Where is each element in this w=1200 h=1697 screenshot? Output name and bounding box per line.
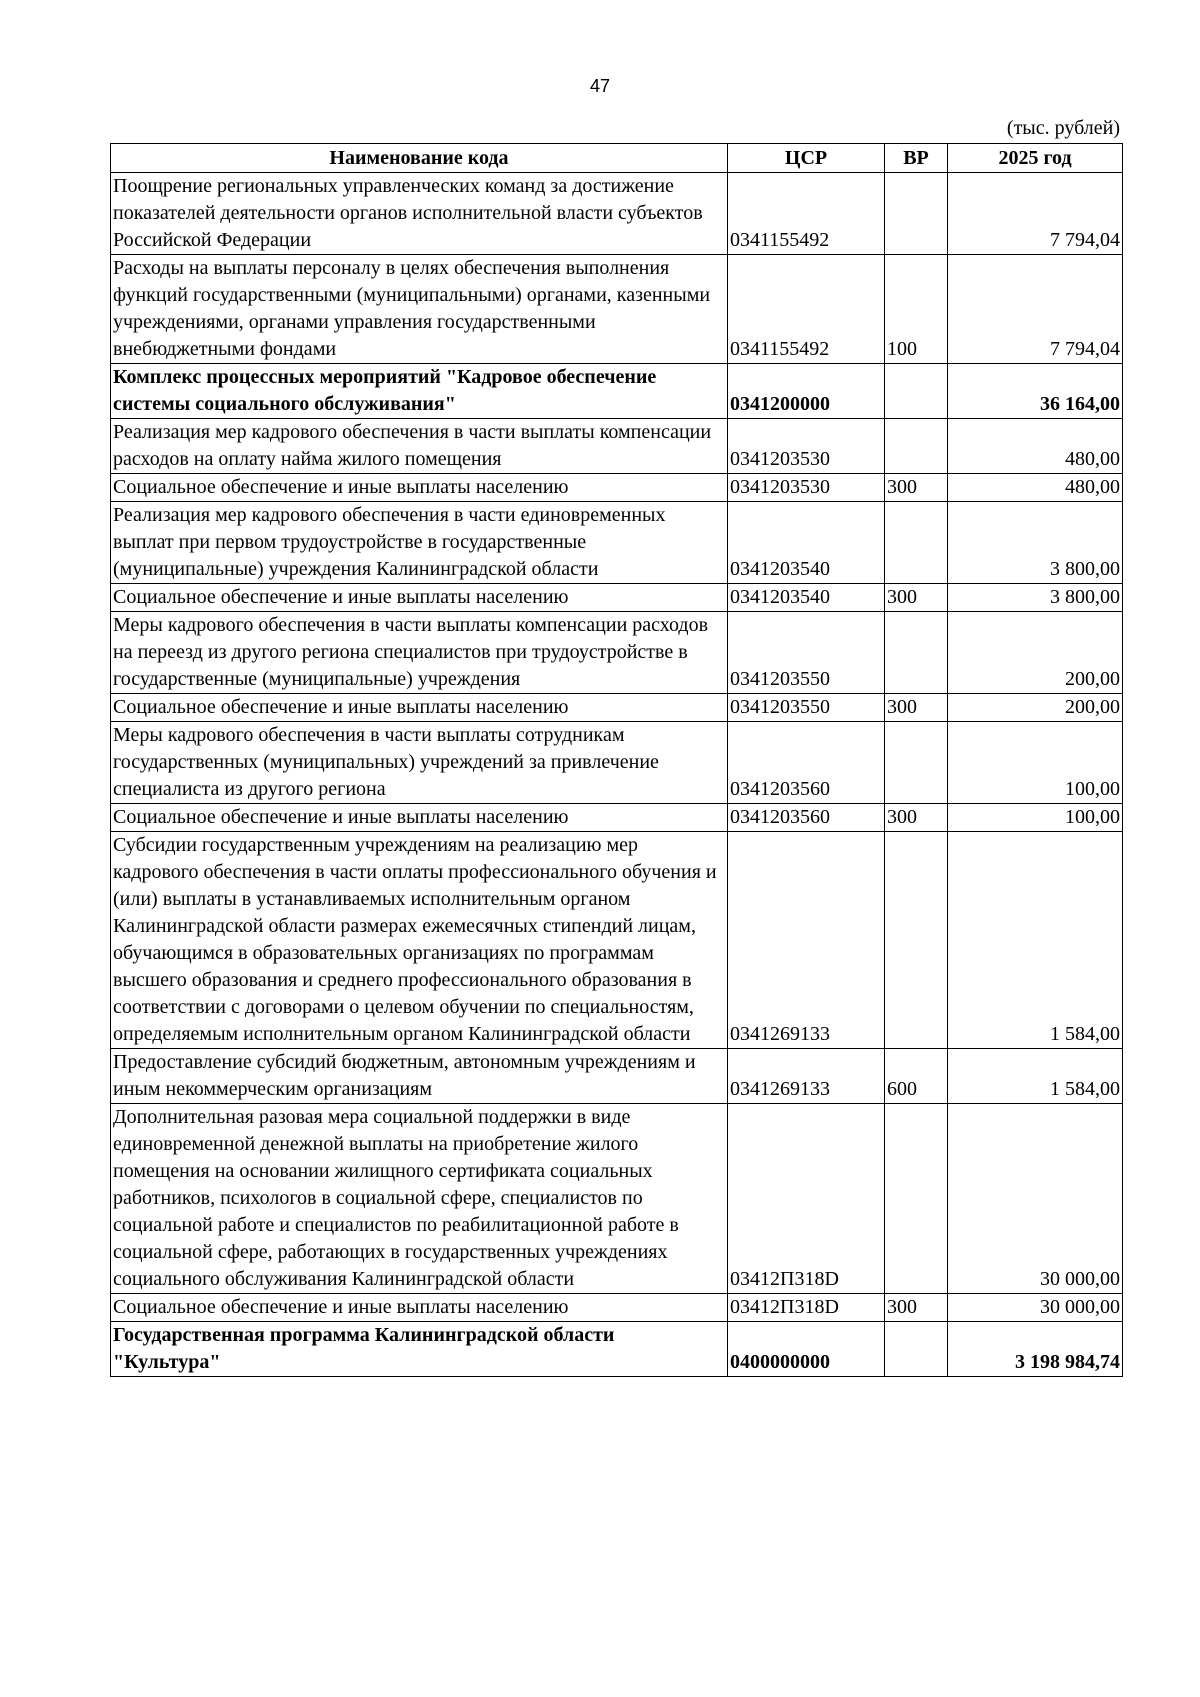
cell-vr — [885, 1322, 948, 1377]
cell-amount: 7 794,04 — [948, 255, 1123, 364]
cell-amount: 1 584,00 — [948, 1049, 1123, 1104]
cell-amount: 480,00 — [948, 474, 1123, 502]
table-row — [111, 1049, 1123, 1104]
cell-amount: 30 000,00 — [948, 1104, 1123, 1294]
table-row — [111, 1104, 1123, 1294]
cell-csr: 0400000000 — [728, 1322, 885, 1377]
cell-csr: 0341203550 — [728, 612, 885, 694]
table-row — [111, 173, 1123, 255]
cell-amount: 200,00 — [948, 694, 1123, 722]
cell-vr — [885, 722, 948, 804]
cell-name: Социальное обеспечение и иные выплаты населению — [111, 804, 728, 832]
cell-amount: 36 164,00 — [948, 364, 1123, 419]
table-row — [111, 474, 1123, 502]
cell-amount: 480,00 — [948, 419, 1123, 474]
table-header-row — [111, 144, 1123, 173]
cell-vr — [885, 502, 948, 584]
cell-csr: 0341203530 — [728, 419, 885, 474]
cell-vr — [885, 419, 948, 474]
table-row — [111, 612, 1123, 694]
page-number: 47 — [589, 76, 611, 96]
units-label: (тыс. рублей) — [1006, 117, 1120, 139]
table-row — [111, 419, 1123, 474]
cell-name: Социальное обеспечение и иные выплаты населению — [111, 1294, 728, 1322]
cell-name: Предоставление субсидий бюджетным, автономным учреждениям и иным некоммерческим организациям — [111, 1049, 728, 1104]
cell-csr: 0341155492 — [728, 173, 885, 255]
cell-name: Меры кадрового обеспечения в части выплаты компенсации расходов на переезд из другого региона специалистов при трудоустройстве в государственные (муниципальные) учреждения — [111, 612, 728, 694]
budget-table — [110, 143, 1123, 1377]
cell-vr — [885, 1104, 948, 1294]
cell-amount: 30 000,00 — [948, 1294, 1123, 1322]
header-csr: ЦСР — [728, 144, 885, 173]
cell-vr — [885, 832, 948, 1049]
cell-amount: 3 198 984,74 — [948, 1322, 1123, 1377]
cell-csr: 03412П318D — [728, 1104, 885, 1294]
cell-csr: 0341200000 — [728, 364, 885, 419]
cell-vr: 300 — [885, 1294, 948, 1322]
header-name: Наименование кода — [111, 144, 728, 173]
cell-name: Субсидии государственным учреждениям на реализацию мер кадрового обеспечения в части оплаты профессионального обучения и (или) выплаты в устанавливаемых исполнительным органом Калининградской области размерах ежемесячных стипендий лицам, обучающимся в образовательных организациях по программам высшего образования и среднего профессионального образования в соответствии с договорами о целевом обучении по специальностям, определяемым исполнительным органом Калининградской области — [111, 832, 728, 1049]
cell-amount: 1 584,00 — [948, 832, 1123, 1049]
cell-amount: 100,00 — [948, 722, 1123, 804]
cell-vr: 300 — [885, 694, 948, 722]
table-row — [111, 722, 1123, 804]
cell-name: Расходы на выплаты персоналу в целях обеспечения выполнения функций государственными (муниципальными) органами, казенными учреждениями, органами управления государственными внебюджетными фондами — [111, 255, 728, 364]
cell-vr: 300 — [885, 804, 948, 832]
cell-csr: 0341203560 — [728, 804, 885, 832]
cell-name: Меры кадрового обеспечения в части выплаты сотрудникам государственных (муниципальных) учреждений за привлечение специалиста из другого региона — [111, 722, 728, 804]
table-row — [111, 1294, 1123, 1322]
cell-name: Государственная программа Калининградской области "Культура" — [111, 1322, 728, 1377]
cell-csr: 0341203530 — [728, 474, 885, 502]
cell-csr: 0341203550 — [728, 694, 885, 722]
cell-vr — [885, 364, 948, 419]
cell-name: Реализация мер кадрового обеспечения в части выплаты компенсации расходов на оплату найма жилого помещения — [111, 419, 728, 474]
table-row — [111, 502, 1123, 584]
cell-amount: 3 800,00 — [948, 584, 1123, 612]
cell-vr: 100 — [885, 255, 948, 364]
cell-amount: 3 800,00 — [948, 502, 1123, 584]
cell-name: Поощрение региональных управленческих команд за достижение показателей деятельности органов исполнительной власти субъектов Российской Федерации — [111, 173, 728, 255]
cell-name: Дополнительная разовая мера социальной поддержки в виде единовременной денежной выплаты на приобретение жилого помещения на основании жилищного сертификата социальных работников, психологов в социальной сфере, специалистов по социальной работе и специалистов по реабилитационной работе в социальной сфере, работающих в государственных учреждениях социального обслуживания Калининградской области — [111, 1104, 728, 1294]
cell-vr — [885, 173, 948, 255]
cell-vr: 300 — [885, 584, 948, 612]
cell-amount: 100,00 — [948, 804, 1123, 832]
cell-vr: 300 — [885, 474, 948, 502]
table-row — [111, 804, 1123, 832]
cell-name: Социальное обеспечение и иные выплаты населению — [111, 584, 728, 612]
cell-amount: 7 794,04 — [948, 173, 1123, 255]
table-row — [111, 255, 1123, 364]
cell-csr: 03412П318D — [728, 1294, 885, 1322]
header-amount: 2025 год — [948, 144, 1123, 173]
cell-amount: 200,00 — [948, 612, 1123, 694]
table-row — [111, 584, 1123, 612]
cell-name: Социальное обеспечение и иные выплаты населению — [111, 474, 728, 502]
table-row — [111, 1322, 1123, 1377]
cell-name: Комплекс процессных мероприятий "Кадровое обеспечение системы социального обслуживания" — [111, 364, 728, 419]
cell-csr: 0341203540 — [728, 584, 885, 612]
cell-name: Социальное обеспечение и иные выплаты населению — [111, 694, 728, 722]
table-row — [111, 694, 1123, 722]
table-row — [111, 364, 1123, 419]
cell-vr — [885, 612, 948, 694]
cell-vr: 600 — [885, 1049, 948, 1104]
cell-csr: 0341269133 — [728, 832, 885, 1049]
cell-csr: 0341203560 — [728, 722, 885, 804]
cell-csr: 0341269133 — [728, 1049, 885, 1104]
cell-csr: 0341203540 — [728, 502, 885, 584]
table-row — [111, 832, 1123, 1049]
header-vr: ВР — [885, 144, 948, 173]
cell-csr: 0341155492 — [728, 255, 885, 364]
cell-name: Реализация мер кадрового обеспечения в части единовременных выплат при первом трудоустройстве в государственные (муниципальные) учреждения Калининградской области — [111, 502, 728, 584]
